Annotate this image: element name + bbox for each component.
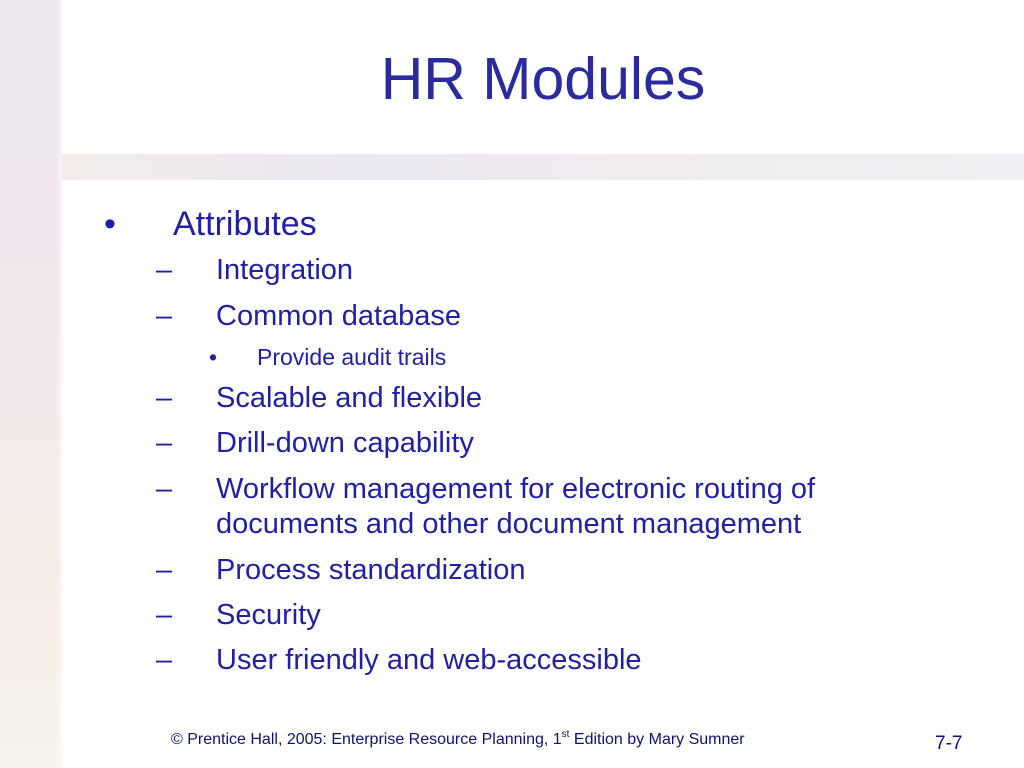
bullet-audit-trails: Provide audit trails (257, 344, 447, 370)
footer-superscript: st (561, 729, 570, 740)
dash-marker: – (156, 254, 173, 286)
bullet-process: Process standardization (216, 554, 526, 586)
page-number: 7-7 (935, 733, 963, 754)
footer-copyright (171, 731, 745, 749)
bullet-attributes: Attributes (173, 205, 317, 243)
dash-marker: – (156, 473, 173, 505)
dash-marker: – (156, 300, 173, 332)
dash-marker: – (156, 644, 173, 676)
bullet-user-friendly: User friendly and web-accessible (216, 644, 642, 676)
dash-marker: – (156, 382, 173, 414)
bullet-scalable: Scalable and flexible (216, 382, 483, 414)
footer-prefix: © Prentice Hall, 2005: Enterprise Resource Planning, 1 (171, 731, 562, 748)
bullet-integration: Integration (216, 254, 354, 286)
bullet-workflow-line2: documents and other document management (216, 508, 802, 540)
sub-bullet-marker: • (209, 344, 218, 370)
bullet-common-database: Common database (216, 300, 462, 332)
bullet-marker: • (104, 205, 116, 243)
bullet-workflow-line1: Workflow management for electronic routing of (216, 473, 816, 505)
footer-suffix: Edition by Mary Sumner (569, 731, 745, 748)
bullet-security: Security (216, 599, 321, 631)
dash-marker: – (156, 599, 173, 631)
dash-marker: – (156, 554, 173, 586)
slide-title: HR Modules (380, 46, 706, 112)
dash-marker: – (156, 427, 173, 459)
bullet-drill-down: Drill-down capability (216, 427, 474, 459)
